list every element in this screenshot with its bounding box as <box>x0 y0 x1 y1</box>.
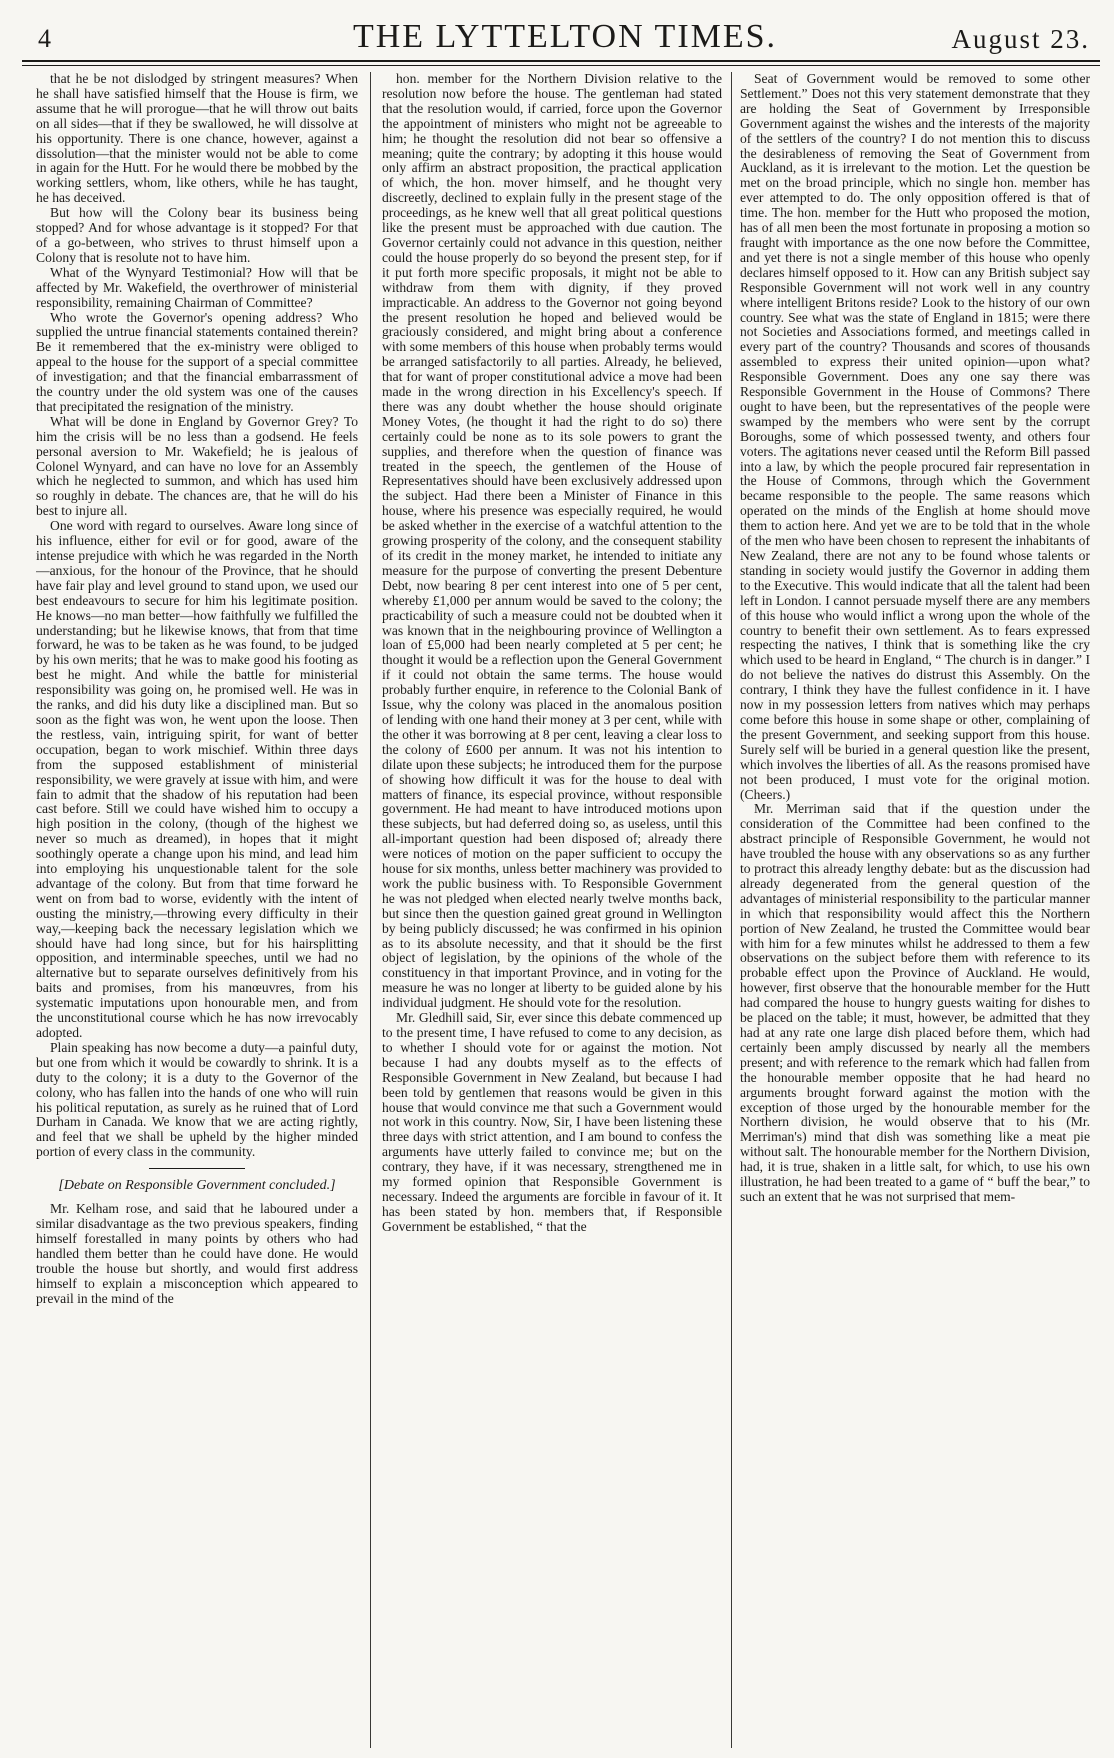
paragraph: Mr. Merriman said that if the question under the consideration of the Committee had been confined to the abstract principle of Responsible Government, he would not have troubled the house with any observations so as any further to protract this already lengthy debate: but as the discussion had already degenerated from the general question of the advantages of ministerial responsibility to the particular manner in which that responsibility would affect this the Northern portion of New Zealand, he trusted the Committee would bear with him for a few minutes whilst he addressed to them a few observations on the subject before them with reference to its probable effect upon the Province of Auckland. He would, however, first observe that the honourable member for the Hutt had compared the house to hungry guests waiting for dishes to be placed on the table; it must, however, be admitted that they had at any rate one large dish placed before them, which had certainly been amply discussed by nearly all the members present; and with reference to the remark which had fallen from the honourable member opposite that he had heard no arguments brought forward against the motion with the exception of those urged by the honourable member for the Northern division, he would observe that to his (Mr. Merriman's) mind that dish was something like a meat pie without salt. The honourable member for the Northern Division, had, it is true, shaken in a little salt, for which, to use his own illustration, he had been treated to a game of “ buff the bear,” to such an extent that he was not surprised that mem- <box>740 801 1090 1204</box>
paragraph: Mr. Gledhill said, Sir, ever since this debate commenced up to the present time, I have refused to come to any decision, as to whether I should vote for or against the motion. Not because I had any doubts myself as to the effects of Responsible Government in New Zealand, but because I had been told by gentlemen that reasons would be given in this house that would convince me that such a Government would not work in this country. Now, Sir, I have been listening these three days with strict attention, and I am bound to confess the arguments have utterly failed to convince me; but on the contrary, they have, if it was necessary, strengthened me in my formed opinion that Responsible Government is necessary. Indeed the arguments are forcible in favour of it. It has been stated by hon. members that, if Responsible Government be established, “ that the <box>382 1010 722 1234</box>
masthead <box>30 14 1100 56</box>
column-1 <box>36 72 358 1748</box>
column-divider <box>370 72 371 1748</box>
paragraph: Seat of Government would be removed to some other Settlement.” Does not this very statement demonstrate that they are holding the Seat of Government by Irresponsible Government against the wishes and the interests of the majority of the settlers of the country? I do not mention this to discuss the desirableness of removing the Seat of Government from Auckland, as it is irrelevant to the motion. Let the question be met on the broad principle, which no single hon. member has ever attempted to do. The only opposition offered is that of time. The hon. member for the Hutt who proposed the motion, has of all men been the most fortunate in proposing a motion so fraught with importance as the one now before the Committee, and yet there is not a single member of this house who openly declares himself opposed to it. How can any British subject say Responsible Government will not work well in any country where intelligent Britons reside? Look to the history of our own country. See what was the state of England in 1815; were there not Societies and Associations formed, and meetings called in every part of the country? Thousands and scores of thousands assembled to express their united opinion—upon what? Responsible Government. Does any one say there was Responsible Government in the House of Commons? There ought to have been, but the representatives of the people were swamped by the members who were sent by the corrupt Boroughs, some of which possessed twenty, and others four voters. The agitations never ceased until the Reform Bill passed into a law, by which the people procured fair representation in the House of Commons, through which the Government became responsible to the people. The same reasons which operated on the minds of the English at home should move them to action here. And yet we are to be told that in the whole of the men who have been chosen to represent the inhabitants of New Zealand, there are not any to be found whose talents or standing in society would justify the Governor in adding them to the Executive. This would indicate that all the talent had been left in London. I cannot persuade myself there are any members of this house who would inflict a wrong upon the whole of the country to benefit their own settlement. As to fears expressed respecting the natives, I think that is something like the cry which used to be heard in England, “ The church is in danger.” I do not believe the natives do distrust this Assembly. On the contrary, I think they have the fullest confidence in it. I have now in my possession letters from natives which may perhaps come before this house in some shape or other, complaining of the present Government, and seeking support from this house. Surely self will be buried in a general question like the present, which involves the liberties of all. As the reasons promised have not been produced, I must vote for the original motion. (Cheers.) <box>740 72 1090 802</box>
page-number: 4 <box>38 24 51 53</box>
paragraph: Plain speaking has now become a duty—a painful duty, but one from which it would be cowardly to shrink. It is a duty to the colony; it is a duty to the Governor of the colony, who has fallen into the hands of one who will ruin his political reputation, as surely as he ruined that of Lord Durham in Canada. We know that we are acting rightly, and feel that we shall be upheld by the higher minded portion of every class in the community. <box>36 1039 358 1160</box>
paragraph: that he be not dislodged by stringent measures? When he shall have satisfied himself that the House is firm, we assume that he will prorogue—that he will throw out baits on all sides—that if they be swallowed, he will dissolve at his opportunity. There is one chance, however, against a dissolution—that the minister would not be able to come in again for the Hutt. For he would there be mobbed by the working settlers, whom, like others, while he has taught, he has deceived. <box>36 72 358 206</box>
paragraph: Mr. Kelham rose, and said that he laboured under a similar disadvantage as the two previous speakers, finding himself forestalled in many points by others who had handled them better than he could have done. He would trouble the house but shortly, and would first address himself to explain a misconception which appeared to prevail in the mind of the <box>36 1201 358 1306</box>
paragraph: hon. member for the Northern Division relative to the resolution now before the house. The gentleman had stated that the resolution would, if carried, force upon the Governor the appointment of ministers who might not be agreeable to him; he thought the resolution did not bear so offensive a meaning; quite the contrary; by adopting it this house would only affirm an abstract proposition, the practical application of which, the hon. mover himself, and he thought very discreetly, declined to explain fully in the present stage of the proceedings, as he knew well that all great political questions like the present must be approached with due caution. The Governor certainly could not advance in this question, neither could the house properly do so beyond the present step, for if it put forth more specific proposals, it might not be able to withdraw from them with dignity, if they proved impracticable. An address to the Governor not going beyond the present resolution he hoped and believed would be graciously considered, and might bring about a conference with some members of this house when probably terms would be arranged satisfactorily to all parties. Already, he believed, that for want of proper constitutional advice a move had been made in the wrong direction in his Excellency's speech. If there was any doubt whether the house should originate Money Votes, (he thought it had the right to do so) there certainly could be none as to its sole powers to grant the supplies, and therefore when the question of finance was treated in the speech, the gentlemen of the House of Representatives should have been exclusively addressed upon the subject. Had there been a Minister of Finance in this house, where his presence was especially required, he would be asked whether in the exercise of a watchful attention to the growing prosperity of the colony, and the consequent stability of its credit in the money market, he intended to initiate any measure for the purpose of converting the present Debenture Debt, now bearing 8 per cent interest into one of 5 per cent, whereby £1,000 per annum would be saved to the colony; the practicability of such a measure could not be doubted when it was known that in the neighbouring province of Wellington a loan of £5,000 had been nearly completed at 5 per cent; he thought it would be a reflection upon the General Government if it could not obtain the same terms. The house would probably further enquire, in reference to the Colonial Bank of Issue, why the colony was placed in the anomalous position of lending with one hand their money at 3 per cent, while with the other it was borrowing at 8 per cent, leaving a clear loss to the colony of £600 per annum. It was not his intention to dilate upon these subjects; he introduced them for the purpose of showing how difficult it was for the house to deal with matters of finance, its especial province, without responsible government. He had meant to have introduced motions upon these subjects, but had deferred doing so, as useless, until this all-important question had been disposed of; already there were notices of motion on the paper sufficient to occupy the house for six months, unless better machinery was provided to work the public business with. To Responsible Government he was not pledged when elected nearly twelve months back, but since then the question gained great ground in Wellington by being publicly discussed; he was confirmed in his opinion as to its absolute necessity, and that it should be the first object of legislation, by the opinions of the whole of the constituency in that important Province, and in voting for the measure he was no longer at liberty to be guided alone by his individual judgment. He should vote for the resolution. <box>382 72 722 1011</box>
column-divider <box>731 72 732 1748</box>
section-divider <box>149 1168 246 1169</box>
paragraph: Who wrote the Governor's opening address? Who supplied the untrue financial statements contained therein? Be it remembered that the ex-ministry were obliged to appeal to the house for the support of a special committee of investigation; and that the financial embarrassment of the country under the old system was one of the causes that precipitated the resignation of the ministry. <box>36 309 358 414</box>
section-heading: [Debate on Responsible Government concluded.] <box>58 1178 336 1194</box>
column-3 <box>740 72 1090 1748</box>
issue-date: August 23. <box>951 24 1090 54</box>
paragraph: What will be done in England by Governor Grey? To him the crisis will be no less than a godsend. He feels personal aversion to Mr. Wakefield; he is jealous of Colonel Wynyard, and can have no love for an Assembly which he neglected to summon, and which has used him so roughly in debate. The chances are, that he will do his best to injure all. <box>36 413 358 519</box>
column-2 <box>382 72 722 1748</box>
paragraph: But how will the Colony bear its business being stopped? And for whose advantage is it stopped? For that of a go-between, who strives to thrust himself upon a Colony that is resolute not to have him. <box>36 205 358 265</box>
masthead-rule-thick <box>22 60 1100 62</box>
newspaper-title: THE LYTTELTON TIMES. <box>352 18 778 55</box>
masthead-rule-thin <box>22 65 1100 66</box>
paragraph: One word with regard to ourselves. Aware long since of his influence, either for evil or for good, aware of the intense prejudice with which he was regarded in the North—anxious, for the honour of the Province, that he should have fair play and level ground to stand upon, we used our best endeavours to secure for him his legitimate position. He knows—no man better—how faithfully we fulfilled the understanding; but he likewise knows, that from that time forward, he was to be taken as he was found, to be judged by his own merits; that he was to make good his footing as best he might. And while the battle for ministerial responsibility was going on, he promised well. He was in the ranks, and did his duty like a disciplined man. But so soon as the fight was won, he went upon the loose. Then the restless, vain, intriguing spirit, for want of better occupation, began to work mischief. Within three days from the supposed establishment of ministerial responsibility, we were gravely at issue with him, and were fain to admit that the shadow of his reputation had been cast before. Still we could have wished him to occupy a high position in the colony, (though of the highest we never so much as dreamed), in hopes that it might soothingly operate a change upon his mind, and lead him into employing his unquestionable talent for the sole advantage of the colony. But from that time forward he went on from bad to worse, evidently with the intent of ousting the ministry,—throwing every difficulty in their way,—keeping back the necessary legislation which we should have had long since, but for his hairsplitting opposition, and interminable speeches, until we had no alternative but to separate ourselves definitively from his baits and promises, from his manœuvres, from his systematic imputations upon honourable men, and from the unconstitutional course which he has now irrevocably adopted. <box>36 518 358 1040</box>
paragraph: What of the Wynyard Testimonial? How will that be affected by Mr. Wakefield, the overthrower of ministerial responsibility, remaining Chairman of Committee? <box>36 264 358 310</box>
